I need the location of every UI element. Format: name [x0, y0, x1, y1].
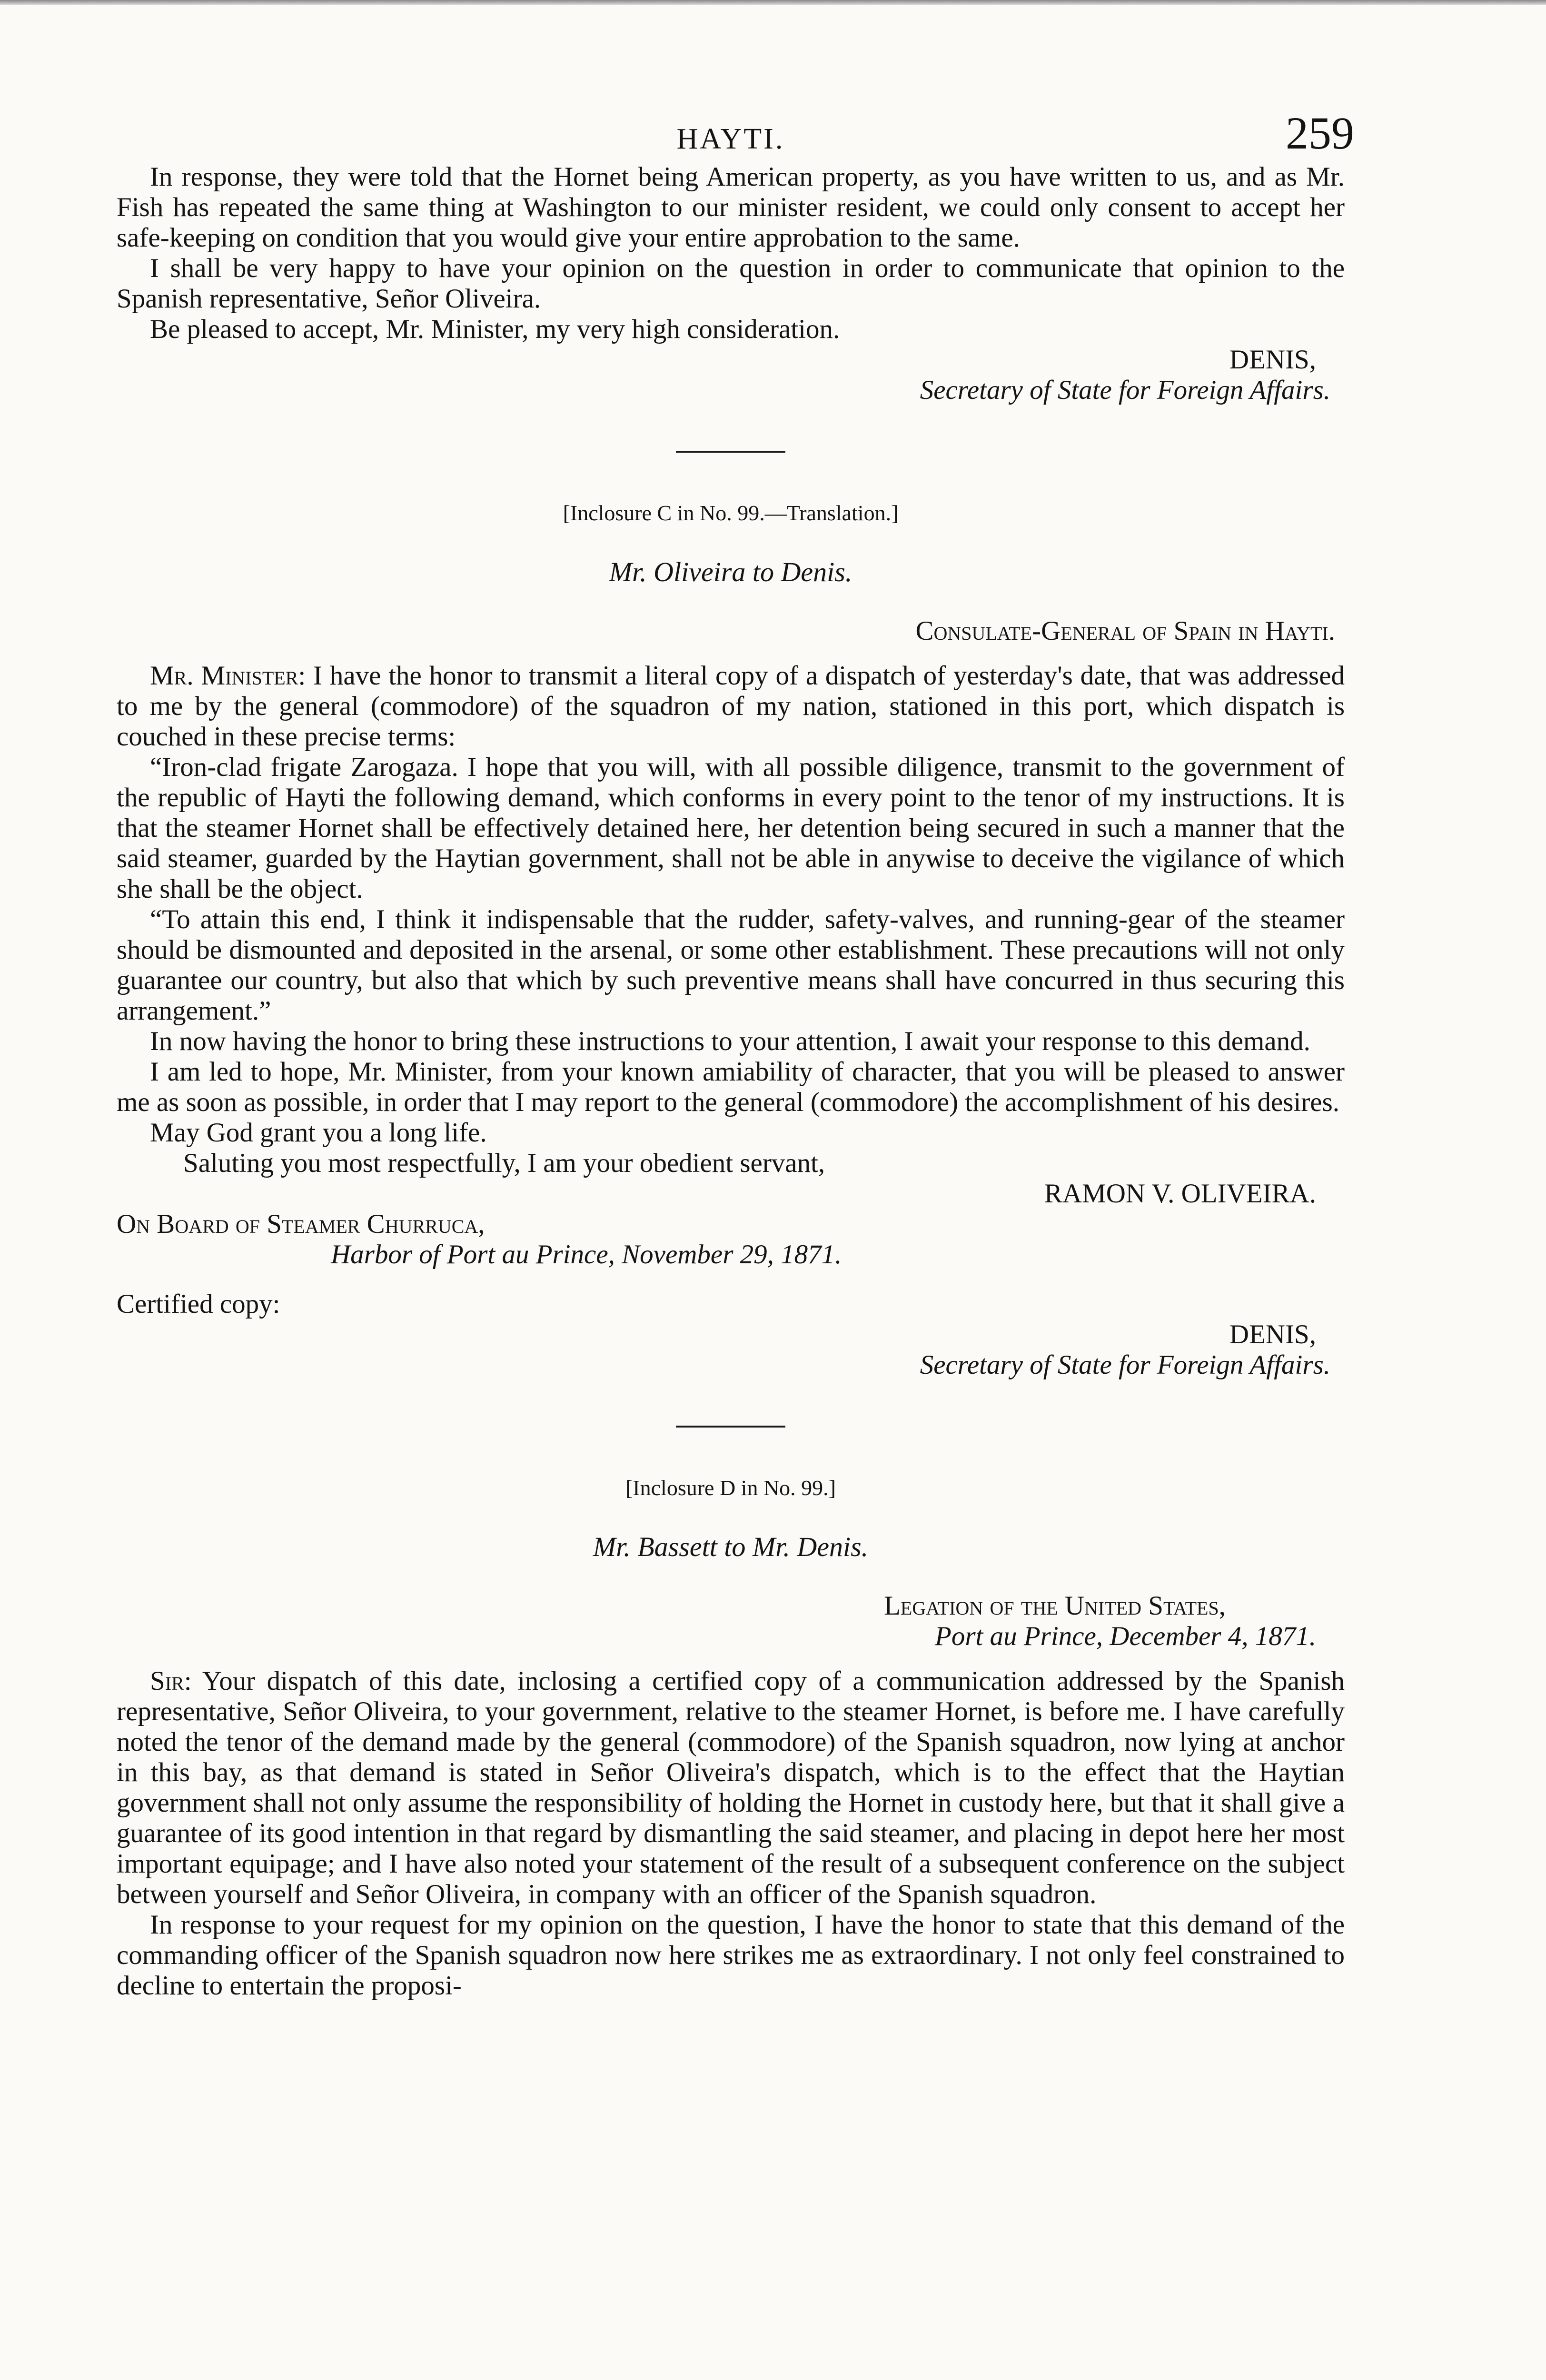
inclosure-label: [Inclosure C in No. 99.—Translation.]	[563, 501, 899, 525]
running-title: HAYTI.	[676, 123, 785, 155]
running-header	[117, 100, 1354, 162]
paragraph: In response to your request for my opinion on the question, I have the honor to state that this demand of the commanding officer of the Spanish squadron now here strikes me as extraordinary. I not only feel constrained to decline to entertain the proposi-	[117, 1910, 1345, 2001]
paragraph	[117, 1666, 1345, 1910]
paragraph-text: I have the honor to transmit a literal copy of a dispatch of yesterday's date, that was addressed to me by the general (commodore) of the squadron of my nation, stationed in this port, which dispatch is couched in these precise terms:	[117, 661, 1345, 752]
signature: DENIS,	[1229, 1319, 1316, 1349]
letter-place: Legation of the United States,	[884, 1591, 1226, 1621]
board-date: Harbor of Port au Prince, November 29, 1871.	[331, 1240, 842, 1269]
page-number: 259	[1286, 108, 1354, 159]
paragraph: May God grant you a long life.	[150, 1118, 487, 1148]
salutation: Sir:	[150, 1666, 192, 1696]
board-line: On Board of Steamer Churruca,	[117, 1209, 485, 1239]
salutation: Mr. Minister:	[150, 661, 306, 691]
paragraph: “To attain this end, I think it indispensable that the rudder, safety-valves, and running-gear of the steamer should be dismounted and deposited in the arsenal, or some other establishment. These precautions will not only guarantee our country, but also that which by such preventive means shall have concurred in thus securing this arrangement.”	[117, 904, 1345, 1026]
paragraph	[117, 661, 1345, 752]
paragraph: In now having the honor to bring these instructions to your attention, I await your response to this demand.	[150, 1026, 1310, 1056]
letter-place: Consulate-General of Spain in Hayti.	[915, 616, 1335, 646]
letter-date: Port au Prince, December 4, 1871.	[935, 1621, 1316, 1651]
paragraph: In response, they were told that the Hornet being American property, as you have written to us, and as Mr. Fish has repeated the same thing at Washington to our minister resident, we could only consent to accept her safe-keeping on condition that you would give your entire approbation to the same.	[117, 162, 1345, 253]
certified-copy: Certified copy:	[117, 1289, 280, 1319]
document-page	[117, 100, 1354, 2001]
signature-title: Secretary of State for Foreign Affairs.	[920, 375, 1330, 405]
signature: RAMON V. OLIVEIRA.	[1044, 1179, 1316, 1209]
letter-heading: Mr. Oliveira to Denis.	[609, 556, 852, 587]
signature-title: Secretary of State for Foreign Affairs.	[920, 1350, 1330, 1380]
paragraph: “Iron-clad frigate Zarogaza. I hope that you will, with all possible diligence, transmit to the government of the republic of Hayti the following demand, which conforms in every point to the tenor of my instructions. It is that the steamer Hornet shall be effectively detained here, her detention being secured in such a manner that the said steamer, guarded by the Haytian government, shall not be able in anywise to deceive the vigilance of which she shall be the object.	[117, 752, 1345, 904]
signature: DENIS,	[1229, 345, 1316, 375]
scan-top-edge	[0, 0, 1546, 5]
inclosure-label: [Inclosure D in No. 99.]	[625, 1476, 836, 1500]
letter-heading: Mr. Bassett to Mr. Denis.	[593, 1531, 869, 1562]
paragraph: I shall be very happy to have your opinion on the question in order to communicate that opinion to the Spanish representative, Señor Oliveira.	[117, 253, 1345, 314]
paragraph-text: Your dispatch of this date, inclosing a certified copy of a communication addressed by the Spanish representative, Señor Oliveira, to your government, relative to the steamer Hornet, is before me. I have carefully noted the tenor of the demand made by the general (commodore) of the Spanish squadron, now lying at anchor in this bay, as that demand is stated in Señor Oliveira's dispatch, which is to the effect that the Haytian government shall not only assume the responsibility of holding the Hornet in custody here, but that it shall give a guarantee of its good intention in that regard by dismantling the said steamer, and placing in depot here her most important equipage; and I have also noted your statement of the result of a subsequent conference on the subject between yourself and Señor Oliveira, in company with an officer of the Spanish squadron.	[117, 1666, 1345, 1909]
paragraph: I am led to hope, Mr. Minister, from your known amiability of character, that you will be pleased to answer me as soon as possible, in order that I may report to the general (commodore) the accomplishment of his desires.	[117, 1057, 1345, 1117]
paragraph: Be pleased to accept, Mr. Minister, my very high consideration.	[150, 314, 840, 344]
paragraph: Saluting you most respectfully, I am your obedient servant,	[183, 1148, 825, 1178]
